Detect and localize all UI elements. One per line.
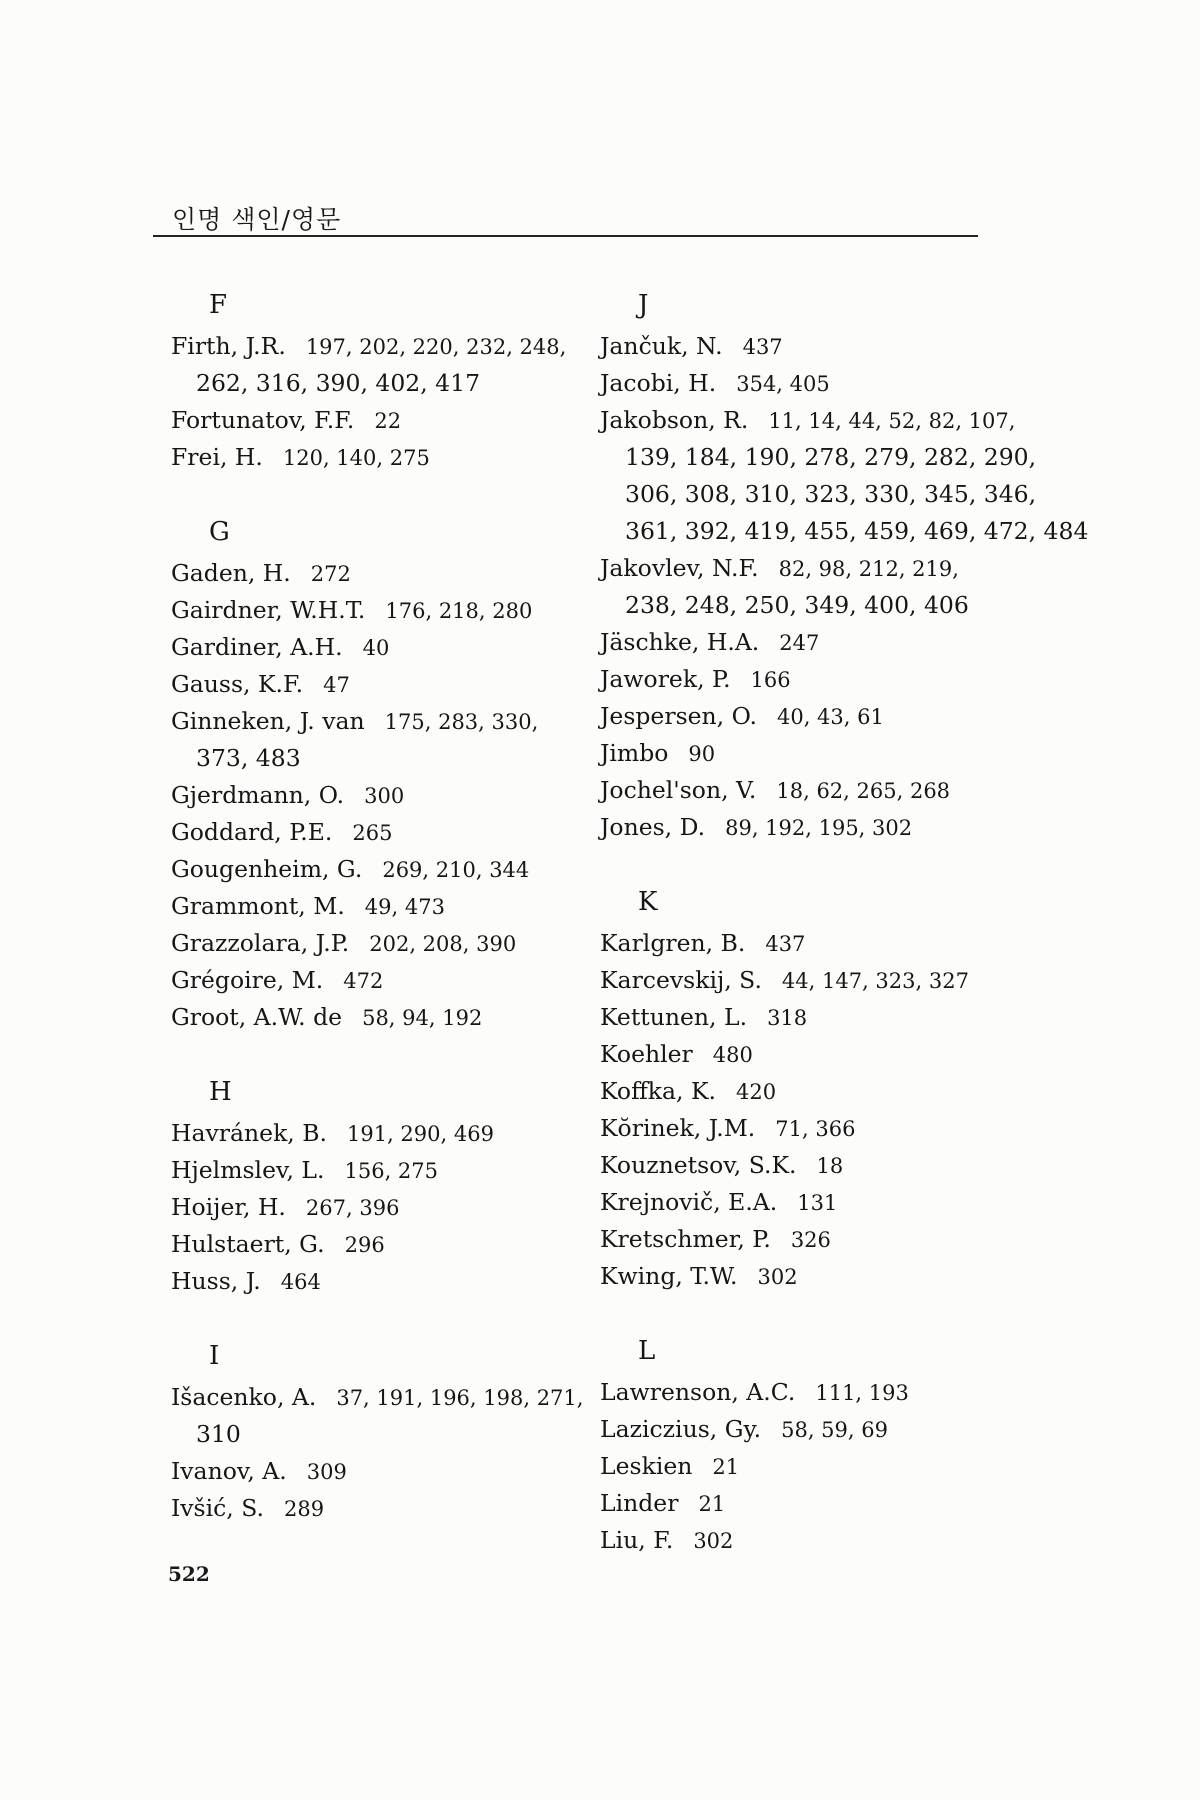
entry-name: Leskien: [600, 1452, 693, 1480]
entry-pages: 326: [790, 1228, 831, 1252]
entry-name: Havránek, B.: [171, 1119, 327, 1147]
index-entry-continuation: [600, 513, 1089, 550]
entry-pages: 176, 218, 280: [385, 599, 533, 623]
entry-pages: 464: [280, 1270, 321, 1294]
entry-pages: 71, 366: [775, 1117, 856, 1141]
index-entry: [600, 1522, 1030, 1559]
entry-name: Ivšić, S.: [171, 1494, 264, 1522]
running-head: 인명 색인/영문: [172, 205, 342, 234]
index-entry: [600, 925, 1030, 962]
entry-pages: 197, 202, 220, 232, 248,: [305, 335, 567, 359]
entry-name: Jochel'son, V.: [600, 776, 757, 804]
index-entry: [600, 402, 1030, 439]
index-entry: [171, 1226, 601, 1263]
entry-pages: 156, 275: [344, 1159, 438, 1183]
index-entry: [600, 1485, 1030, 1522]
index-section-l: [600, 1328, 1030, 1559]
section-letter: F: [209, 290, 228, 320]
index-entry-continuation: [600, 439, 1037, 476]
index-entry: [171, 592, 601, 629]
entry-pages: 111, 193: [815, 1381, 909, 1405]
index-entry: [171, 1263, 601, 1300]
index-entry: [171, 1490, 601, 1527]
index-entry: [171, 666, 601, 703]
entry-name: Jones, D.: [600, 813, 706, 841]
entry-pages: 18: [816, 1154, 844, 1178]
index-section-i: [171, 1333, 601, 1527]
section-letter: I: [209, 1341, 220, 1371]
entry-pages: 472: [343, 969, 384, 993]
index-entry: [600, 1036, 1030, 1073]
entry-name: Gauss, K.F.: [171, 670, 304, 698]
index-section-j: [600, 282, 1089, 846]
index-entry: [600, 962, 1030, 999]
index-entry: [171, 439, 601, 476]
entry-pages: 18, 62, 265, 268: [776, 779, 951, 803]
index-entry: [600, 1073, 1030, 1110]
index-entry: [600, 328, 1030, 365]
entry-name: Koffka, K.: [600, 1077, 716, 1105]
index-entry: [171, 851, 601, 888]
entry-pages: 361, 392, 419, 455, 459, 469, 472, 484: [625, 517, 1089, 545]
entry-pages: 21: [712, 1455, 740, 1479]
entry-name: Jespersen, O.: [600, 702, 757, 730]
entry-name: Ginneken, J. van: [171, 707, 365, 735]
entry-pages: 21: [698, 1492, 726, 1516]
entry-pages: 40: [362, 636, 390, 660]
entry-pages: 37, 191, 196, 198, 271,: [336, 1386, 584, 1410]
entry-pages: 265: [352, 821, 393, 845]
index-entry: [600, 365, 1030, 402]
section-letter: H: [209, 1077, 232, 1107]
index-column-right: [600, 282, 1089, 1592]
entry-name: Firth, J.R.: [171, 332, 286, 360]
entry-pages: 354, 405: [736, 372, 830, 396]
entry-name: Gjerdmann, O.: [171, 781, 345, 809]
entry-name: Koehler: [600, 1040, 693, 1068]
entry-pages: 44, 147, 323, 327: [781, 969, 969, 993]
index-entry: [600, 809, 1030, 846]
entry-pages: 58, 94, 192: [362, 1006, 483, 1030]
entry-pages: 296: [344, 1233, 385, 1257]
entry-pages: 437: [742, 335, 783, 359]
entry-name: Karcevskij, S.: [600, 966, 762, 994]
entry-name: Jančuk, N.: [600, 332, 723, 360]
section-letter: K: [638, 887, 658, 917]
entry-pages: 22: [374, 409, 402, 433]
entry-pages: 120, 140, 275: [282, 446, 430, 470]
entry-pages: 58, 59, 69: [781, 1418, 888, 1442]
entry-pages: 272: [310, 562, 351, 586]
entry-name: Kretschmer, P.: [600, 1225, 771, 1253]
entry-pages: 373, 483: [196, 744, 301, 772]
entry-pages: 40, 43, 61: [776, 705, 884, 729]
index-entry: [600, 1147, 1030, 1184]
index-column-left: [171, 282, 601, 1560]
entry-name: Gougenheim, G.: [171, 855, 363, 883]
entry-name: Grazzolara, J.P.: [171, 929, 350, 957]
section-letter: L: [638, 1336, 656, 1366]
index-entry: [600, 1411, 1030, 1448]
entry-name: Goddard, P.E.: [171, 818, 333, 846]
entry-pages: 49, 473: [364, 895, 445, 919]
entry-pages: 202, 208, 390: [369, 932, 517, 956]
index-entry: [600, 624, 1030, 661]
entry-pages: 480: [712, 1043, 753, 1067]
index-entry: [171, 703, 601, 740]
index-entry: [600, 1184, 1030, 1221]
index-entry: [171, 555, 601, 592]
index-entry: [171, 1115, 601, 1152]
index-entry: [171, 1152, 601, 1189]
index-entry: [171, 1453, 601, 1490]
entry-name: Kouznetsov, S.K.: [600, 1151, 797, 1179]
index-entry: [171, 962, 601, 999]
page-number: 522: [168, 1562, 210, 1586]
index-entry: [600, 1110, 1030, 1147]
entry-name: Išacenko, A.: [171, 1383, 317, 1411]
index-entry: [171, 888, 601, 925]
index-entry: [171, 999, 601, 1036]
entry-name: Kŏrinek, J.M.: [600, 1114, 756, 1142]
entry-pages: 420: [736, 1080, 777, 1104]
index-entry: [600, 698, 1030, 735]
entry-pages: 90: [688, 742, 716, 766]
index-entry: [171, 1189, 601, 1226]
entry-name: Hulstaert, G.: [171, 1230, 325, 1258]
index-entry-continuation: [171, 740, 601, 777]
index-section-f: [171, 282, 601, 476]
entry-name: Frei, H.: [171, 443, 263, 471]
index-entry: [600, 1221, 1030, 1258]
index-entry: [600, 999, 1030, 1036]
index-section-h: [171, 1069, 601, 1300]
index-entry-continuation: [171, 1416, 601, 1453]
entry-pages: 437: [765, 932, 806, 956]
index-entry: [600, 1448, 1030, 1485]
index-entry-continuation: [600, 587, 1030, 624]
entry-name: Huss, J.: [171, 1267, 261, 1295]
entry-name: Jimbo: [600, 739, 669, 767]
index-section-k: [600, 879, 1030, 1295]
entry-pages: 191, 290, 469: [347, 1122, 494, 1146]
entry-name: Gaden, H.: [171, 559, 291, 587]
entry-name: Hjelmslev, L.: [171, 1156, 325, 1184]
entry-pages: 300: [364, 784, 405, 808]
entry-pages: 306, 308, 310, 323, 330, 345, 346,: [625, 480, 1037, 508]
index-entry-continuation: [171, 365, 601, 402]
entry-name: Groot, A.W. de: [171, 1003, 343, 1031]
entry-name: Fortunatov, F.F.: [171, 406, 355, 434]
entry-name: Kwing, T.W.: [600, 1262, 738, 1290]
entry-pages: 302: [693, 1529, 734, 1553]
entry-pages: 175, 283, 330,: [384, 710, 539, 734]
index-entry-continuation: [600, 476, 1037, 513]
entry-name: Jaworek, P.: [600, 665, 731, 693]
entry-pages: 47: [323, 673, 350, 697]
entry-name: Jäschke, H.A.: [600, 628, 760, 656]
index-entry: [171, 328, 601, 365]
entry-name: Grammont, M.: [171, 892, 345, 920]
entry-pages: 302: [757, 1265, 798, 1289]
entry-pages: 309: [306, 1460, 347, 1484]
index-entry: [171, 777, 601, 814]
index-entry: [600, 1258, 1030, 1295]
index-entry: [171, 814, 601, 851]
entry-name: Karlgren, B.: [600, 929, 746, 957]
index-entry: [171, 629, 601, 666]
entry-name: Kettunen, L.: [600, 1003, 748, 1031]
entry-name: Ivanov, A.: [171, 1457, 287, 1485]
entry-pages: 238, 248, 250, 349, 400, 406: [625, 591, 969, 619]
entry-name: Jakobson, R.: [600, 406, 749, 434]
index-section-g: [171, 509, 601, 1036]
entry-pages: 310: [196, 1420, 241, 1448]
entry-name: Grégoire, M.: [171, 966, 324, 994]
entry-pages: 11, 14, 44, 52, 82, 107,: [768, 409, 1016, 433]
entry-name: Linder: [600, 1489, 679, 1517]
section-letter: J: [638, 290, 649, 320]
entry-name: Lawrenson, A.C.: [600, 1378, 796, 1406]
entry-name: Laziczius, Gy.: [600, 1415, 762, 1443]
entry-pages: 269, 210, 344: [382, 858, 530, 882]
entry-name: Jakovlev, N.F.: [600, 554, 759, 582]
index-entry: [171, 925, 601, 962]
entry-name: Gardiner, A.H.: [171, 633, 343, 661]
entry-name: Gairdner, W.H.T.: [171, 596, 366, 624]
header-rule: [153, 235, 978, 237]
entry-pages: 82, 98, 212, 219,: [778, 557, 959, 581]
entry-pages: 289: [283, 1497, 325, 1521]
entry-pages: 267, 396: [305, 1196, 400, 1220]
entry-name: Liu, F.: [600, 1526, 674, 1554]
entry-pages: 166: [750, 668, 791, 692]
entry-pages: 247: [779, 631, 820, 655]
entry-pages: 89, 192, 195, 302: [725, 816, 913, 840]
index-entry: [600, 661, 1030, 698]
entry-pages: 262, 316, 390, 402, 417: [196, 369, 481, 397]
section-letter: G: [209, 517, 230, 547]
entry-pages: 139, 184, 190, 278, 279, 282, 290,: [625, 443, 1037, 471]
index-entry: [600, 735, 1030, 772]
index-entry: [171, 402, 601, 439]
index-entry: [600, 550, 1030, 587]
entry-name: Hoijer, H.: [171, 1193, 286, 1221]
index-entry: [600, 1374, 1030, 1411]
entry-pages: 131: [797, 1191, 838, 1215]
index-entry: [600, 772, 1030, 809]
entry-name: Jacobi, H.: [600, 369, 717, 397]
index-entry: [171, 1379, 601, 1416]
entry-pages: 318: [767, 1006, 808, 1030]
entry-name: Krejnovič, E.A.: [600, 1188, 778, 1216]
